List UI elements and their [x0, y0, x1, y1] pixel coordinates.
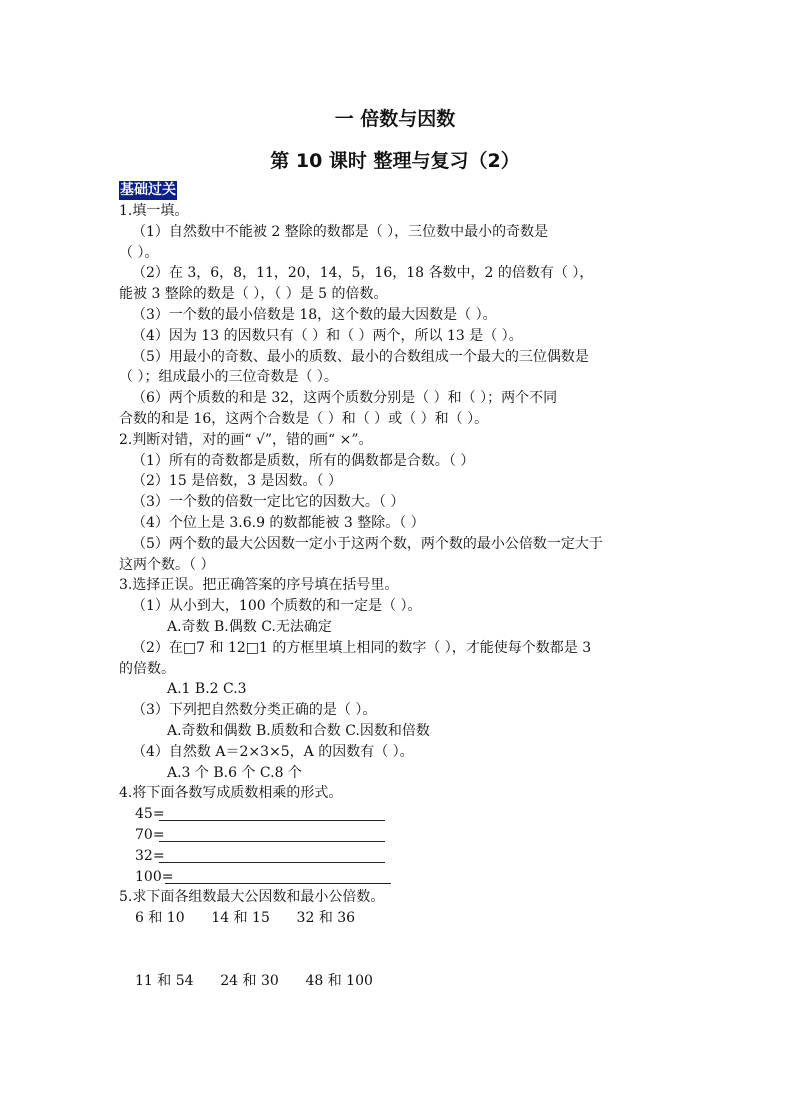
- factor-label: 70=: [135, 826, 165, 843]
- q1-item-2: （2）在 3，6，8，11，20，14，5，16，18 各数中，2 的倍数有（ ），: [132, 265, 594, 282]
- q1-heading: 1.填一填。: [119, 203, 189, 219]
- q2-item-2: （2）15 是倍数，3 是因数。（ ）: [132, 473, 342, 490]
- number-pairs-row-2: 11 和 54 24 和 30 48 和 100: [135, 972, 373, 989]
- q2-item-5: （5）两个数的最大公因数一定小于这两个数，两个数的最小公倍数一定大于: [132, 535, 603, 552]
- q2-item-3: （3）一个数的倍数一定比它的因数大。（ ）: [132, 494, 405, 511]
- q1-item-1: （1）自然数中不能被 2 整除的数都是（ ），三位数中最小的奇数是: [132, 223, 549, 240]
- q2-heading: 2.判断对错，对的画“ √”，错的画“ ×”。: [119, 431, 373, 448]
- factor-row-70: [119, 825, 679, 846]
- answer-line[interactable]: [159, 804, 385, 821]
- factor-label: 100=: [135, 868, 174, 885]
- q2-item-4: （4）个位上是 3.6.9 的数都能被 3 整除。（ ）: [132, 514, 425, 531]
- q3-item-3: （3）下列把自然数分类正确的是（ ）。: [132, 702, 377, 719]
- section-badge: 基础过关: [120, 182, 176, 198]
- q1-item-5-cont: （ ）；组成最小的三位奇数是（ ）。: [119, 369, 338, 386]
- factor-row-32: [119, 846, 679, 867]
- number-pairs-row-1: 6 和 10 14 和 15 32 和 36: [135, 910, 356, 927]
- q3-heading: 3.选择正误。把正确答案的序号填在括号里。: [119, 577, 399, 594]
- q1-item-4: （4）因为 13 的因数只有（ ）和（ ）两个，所以 13 是（ ）。: [132, 327, 523, 344]
- q1-item-6-cont: 合数的和是 16，这两个合数是（ ）和（ ）或（ ）和（ ）。: [119, 410, 489, 427]
- q3-item-1-options: A.奇数 B.偶数 C.无法确定: [167, 618, 332, 635]
- q2-item-5-cont: 这两个数。（ ）: [119, 556, 215, 573]
- q3-item-2: （2）在□7 和 12□1 的方框里填上相同的数字（ ），才能使每个数都是 3: [132, 639, 592, 656]
- unit-title: 一 倍数与因数: [334, 108, 456, 130]
- q3-item-3-options: A.奇数和偶数 B.质数和合数 C.因数和倍数: [167, 722, 430, 739]
- q3-item-2-cont: 的倍数。: [119, 660, 175, 677]
- q5-heading: 5.求下面各组数最大公因数和最小公倍数。: [119, 889, 385, 906]
- q3-item-4-options: A.3 个 B.6 个 C.8 个: [167, 764, 302, 781]
- factor-row-100: [119, 867, 679, 888]
- answer-line[interactable]: [159, 846, 385, 863]
- lesson-title: 第 10 课时 整理与复习（2）: [270, 150, 520, 172]
- factor-row-45: [119, 804, 679, 825]
- q3-item-1: （1）从小到大，100 个质数的和一定是（ ）。: [132, 598, 422, 615]
- q1-item-1-cont: （ ）。: [119, 244, 159, 261]
- answer-line[interactable]: [159, 825, 385, 842]
- factor-label: 45=: [135, 806, 165, 823]
- answer-line[interactable]: [165, 867, 391, 884]
- q3-item-4: （4）自然数 A＝2×3×5，A 的因数有（ ）。: [132, 743, 414, 760]
- q1-item-3: （3）一个数的最小倍数是 18，这个数的最大因数是（ ）。: [132, 306, 497, 323]
- factor-label: 32=: [135, 847, 165, 864]
- q1-item-6: （6）两个质数的和是 32，这两个质数分别是（ ）和（ ）；两个不同: [132, 390, 558, 407]
- worksheet-content: [119, 201, 679, 992]
- q4-heading: 4.将下面各数写成质数相乘的形式。: [119, 785, 343, 802]
- q2-item-1: （1）所有的奇数都是质数，所有的偶数都是合数。（ ）: [132, 452, 475, 469]
- answer-space: [119, 929, 679, 971]
- q1-item-5: （5）用最小的奇数、最小的质数、最小的合数组成一个最大的三位偶数是: [132, 348, 589, 365]
- q3-item-2-options: A.1 B.2 C.3: [167, 681, 247, 698]
- q1-item-2-cont: 能被 3 整除的数是（ ），（ ）是 5 的倍数。: [119, 286, 388, 303]
